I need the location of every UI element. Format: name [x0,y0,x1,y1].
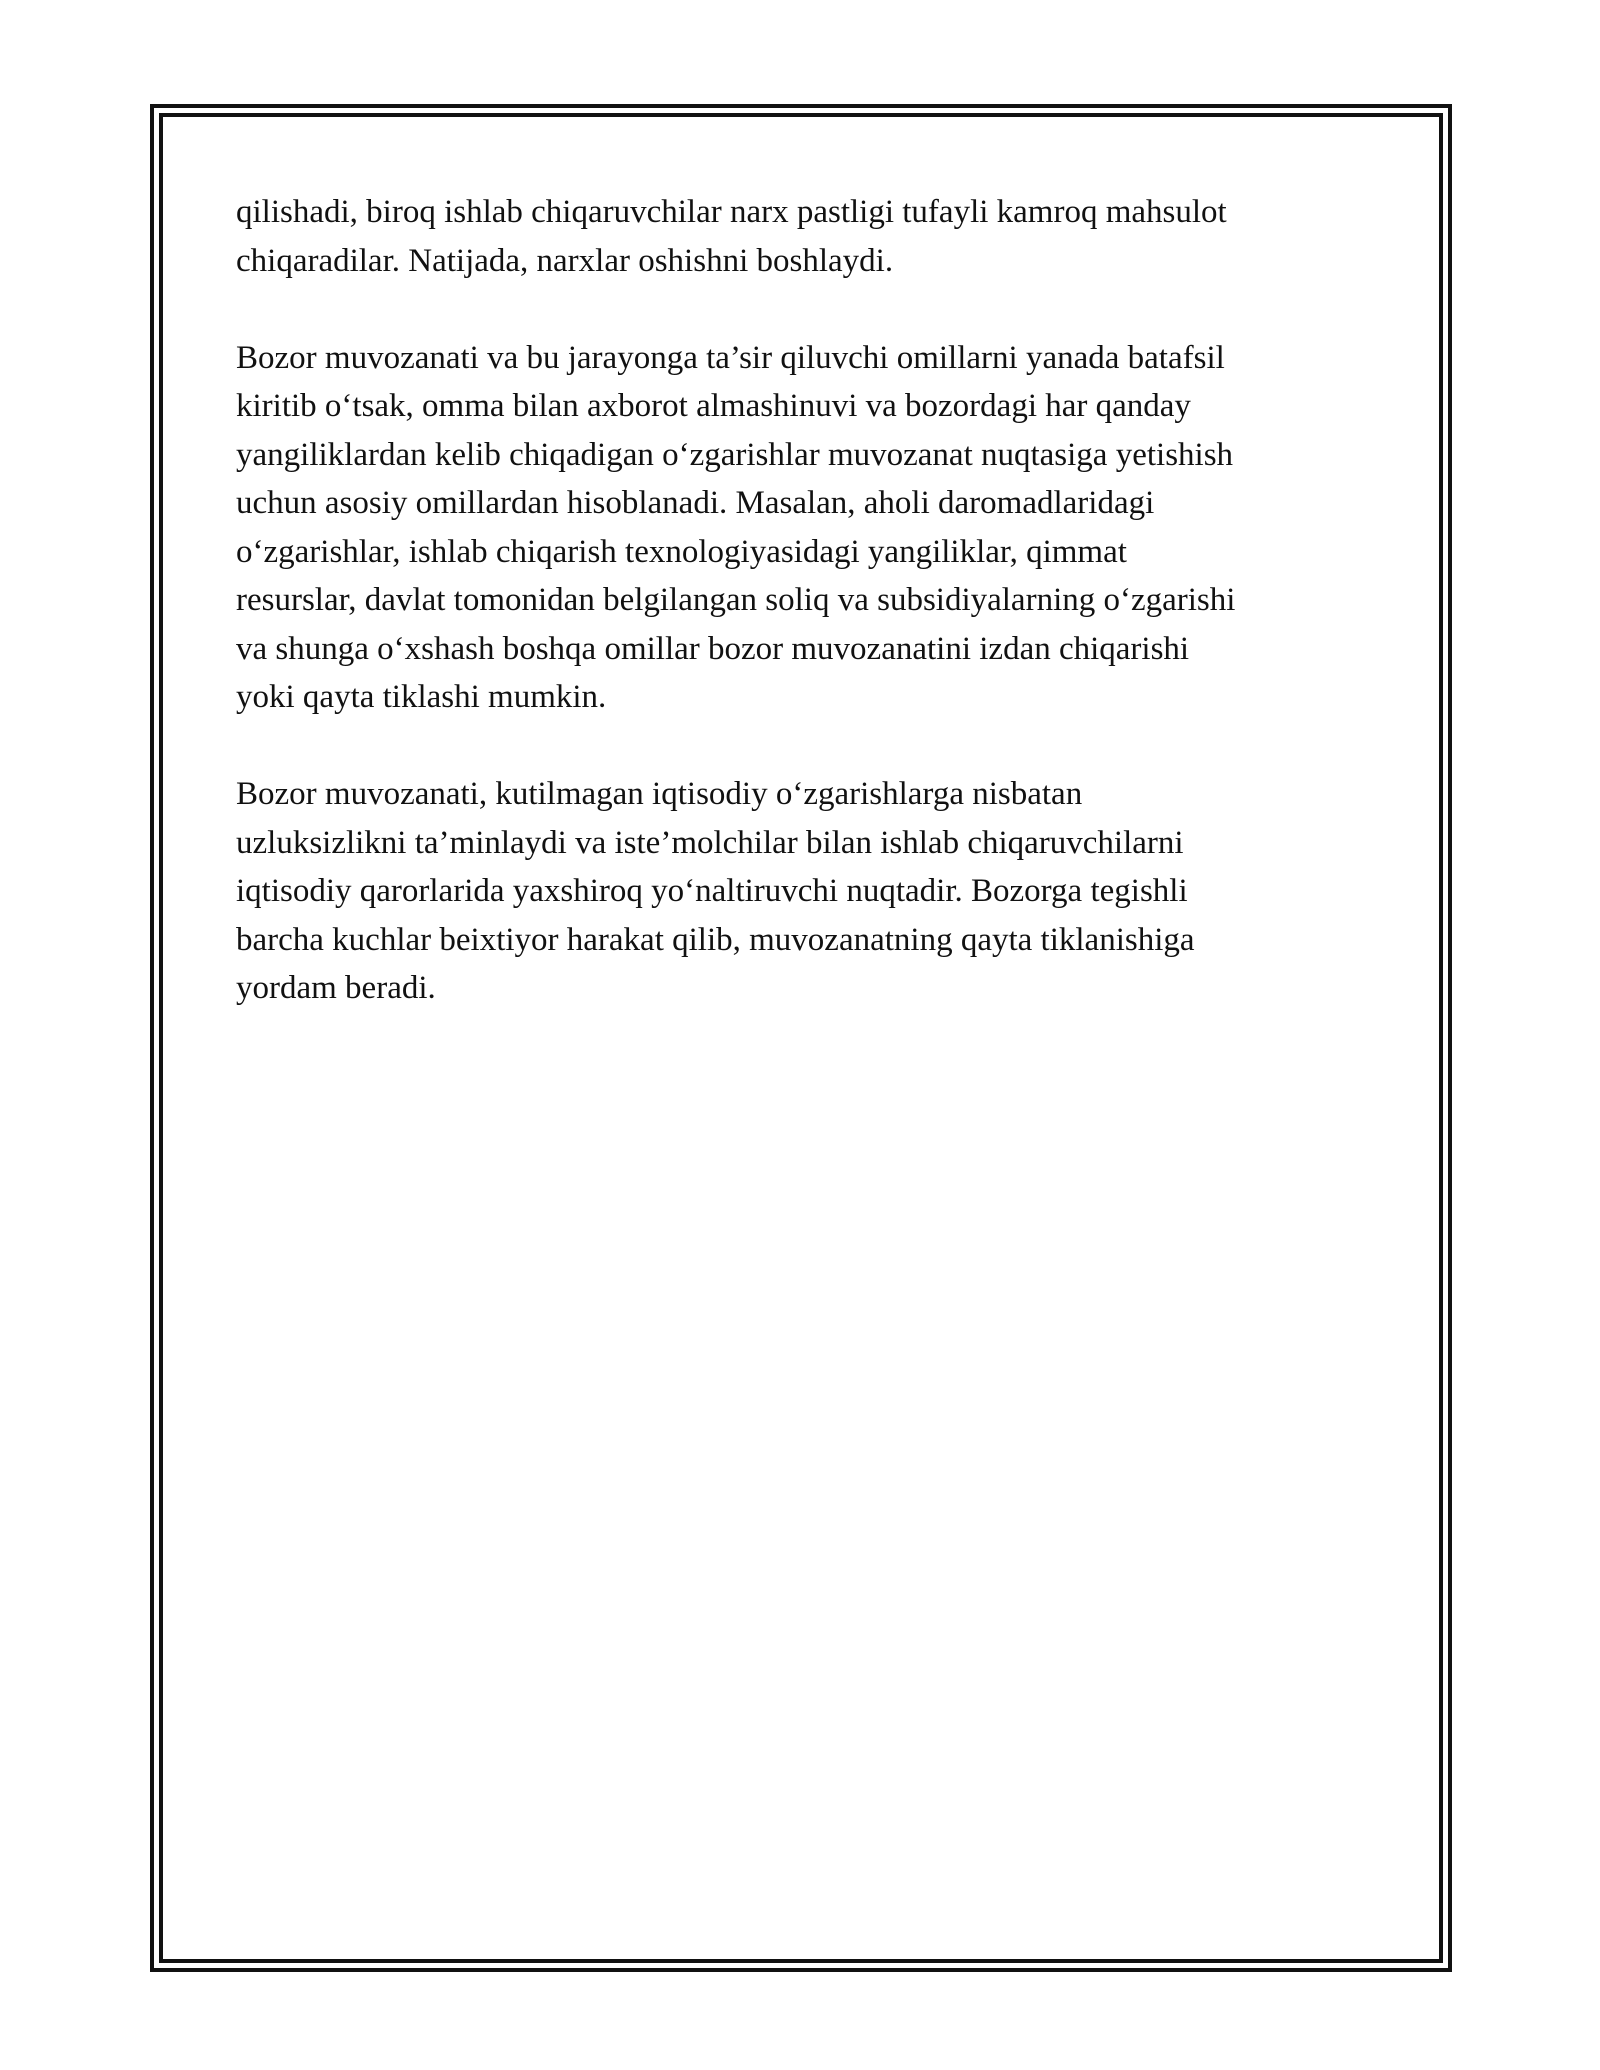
paragraph-2: Bozor muvozanati va bu jarayonga ta’sir qiluvchi omillarni yanada batafsil kiritib o‘tsak, omma bilan axborot almashinuvi va bozordagi har qanday yangiliklardan kelib chiqadigan o‘zgarishlar muvozanat nuqtasiga yetishish uchun asosiy omillardan hisoblanadi. Masalan, aholi daromadlaridagi o‘zgarishlar, ishlab chiqarish texnologiyasidagi yangiliklar, qimmat resurslar, davlat tomonidan belgilangan soliq va subsidiyalarning o‘zgarishi va shunga o‘xshash boshqa omillar bozor muvozanatini izdan chiqarishi yoki qayta tiklashi mumkin. [236,339,1236,715]
document-body [236,188,1366,1061]
paragraph-1: qilishadi, biroq ishlab chiqaruvchilar narx pastligi tufayli kamroq mahsulot chiqaradilar. Natijada, narxlar oshishni boshlaydi. [236,194,1227,279]
paragraph-3: Bozor muvozanati, kutilmagan iqtisodiy o‘zgarishlarga nisbatan uzluksizlikni ta’minlaydi va iste’molchilar bilan ishlab chiqaruvchilarni iqtisodiy qarorlarida yaxshiroq yo‘naltiruvchi nuqtadir. Bozorga tegishli barcha kuchlar beixtiyor harakat qilib, muvozanatning qayta tiklanishiga yordam beradi. [236,776,1195,1006]
